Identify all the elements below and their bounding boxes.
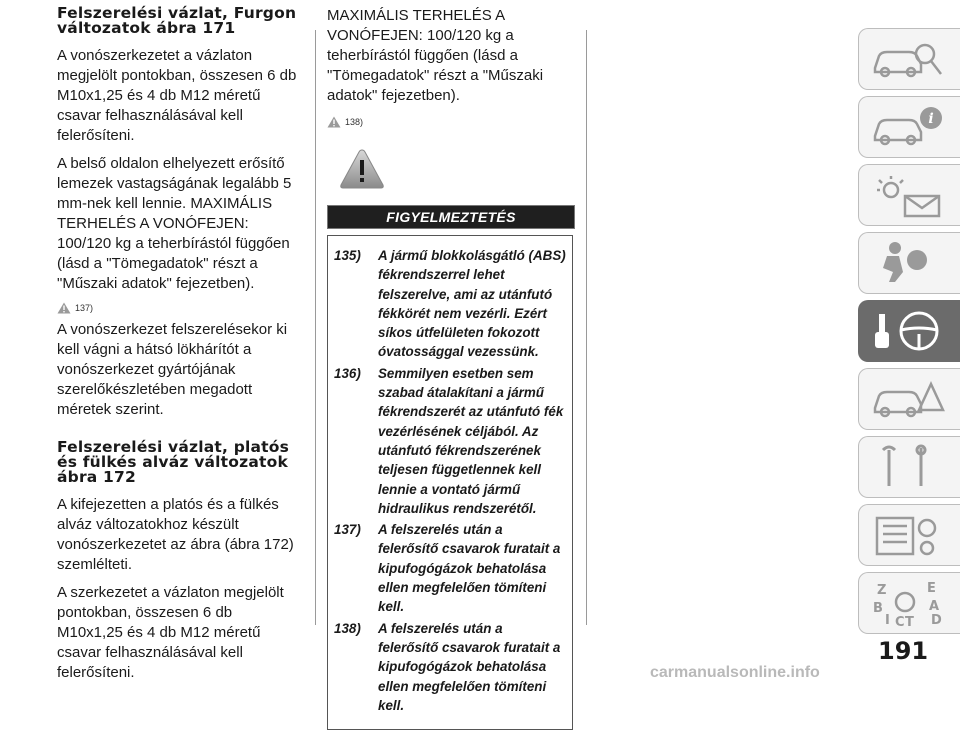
tab-maintenance[interactable]: [858, 436, 960, 498]
column-divider: [586, 30, 587, 625]
svg-text:Z: Z: [877, 583, 887, 598]
warning-number: 138): [334, 620, 361, 636]
warning-number: 135): [334, 248, 361, 263]
warning-text: A jármű blokkolásgátló (ABS) fékrendszerrel lehet felszerelve, ami az utánfutó fékkörét nem vezérli. Ezért síkos útfelületen fokozott óvatossággal vezessünk.: [378, 248, 566, 360]
warning-triangle-icon: [339, 148, 385, 190]
chapter-tabs: [858, 28, 960, 640]
paragraph: A vonószerkezet felszerelésekor ki kell vágni a hátsó lökhárítót a vonószerkezet gyártójának szerelőkészletében megadott méretek szerint.: [57, 321, 288, 418]
warning-item: [334, 246, 566, 362]
tab-alphabetical-index[interactable]: [858, 572, 960, 634]
tab-airbag-safety[interactable]: [858, 232, 960, 294]
svg-text:A: A: [929, 599, 940, 614]
warning-text: Semmilyen esetben sem szabad átalakítani a jármű fékrendszerét az utánfutó fék vezérlésének céljából. Az utánfutó fékrendszerének teljesen függetlennek kell lennie a vontató jármű hidraulikus rendszerétől.: [378, 365, 564, 516]
paragraph: A vonószerkezetet a vázlaton megjelölt pontokban, összesen 6 db M10x1,25 és 4 db M12 méretű csavar felhasználásával kell felerősíteni.: [57, 47, 297, 144]
tab-car-emergency[interactable]: [858, 368, 960, 430]
svg-text:D: D: [931, 613, 942, 628]
airbag-safety-icon: [869, 238, 949, 288]
column-divider: [315, 30, 316, 625]
section-heading-172: Felszerelési vázlat, platós és fülkés alváz változatok ábra 172: [57, 438, 290, 486]
tab-car-search[interactable]: [858, 28, 960, 90]
svg-text:B: B: [873, 601, 883, 616]
svg-text:C: C: [895, 615, 905, 628]
section-heading-171: Felszerelési vázlat, Furgon változatok ábra 171: [57, 4, 297, 37]
warning-number: 137): [334, 522, 361, 538]
alphabetical-index-icon: [869, 578, 949, 628]
warning-item: [334, 520, 566, 616]
warning-text: A felszerelés után a felerősítő csavarok furatait a kipufogógázok behatolása ellen megfelelően tömíteni kell.: [378, 522, 561, 615]
car-search-icon: [869, 34, 949, 84]
warning-lights-icon: [869, 170, 949, 220]
tab-car-info[interactable]: [858, 96, 960, 158]
reference-number: 137): [75, 303, 94, 313]
warning-reference: [57, 302, 302, 314]
tab-warning-lights[interactable]: [858, 164, 960, 226]
warning-item: [334, 619, 566, 715]
warning-number: 136): [334, 365, 361, 381]
warning-title: FIGYELMEZTETÉS: [386, 209, 516, 225]
car-info-icon: [869, 102, 949, 152]
paragraph: A szerkezetet a vázlaton megjelölt pontokban, összesen 6 db M10x1,25 és 4 db M12 méretű csavar felhasználásával kell felerősíteni.: [57, 584, 284, 681]
paragraph: A belső oldalon elhelyezett erősítő lemezek vastagságának legalább 5 mm-nek kell lennie. MAXIMÁLIS TERHELÉS A VONÓFEJEN: 100/120 kg a teherbírástól függően (lásd a "Tömegadatok" részt a "Műszaki adatok" fejezetben).: [57, 155, 292, 292]
page-number: 191: [878, 637, 929, 665]
svg-text:I: I: [885, 613, 890, 628]
reference-number: 138): [345, 117, 364, 127]
maintenance-tools-icon: [869, 442, 949, 492]
warning-reference: [327, 116, 577, 128]
paragraph: MAXIMÁLIS TERHELÉS A VONÓFEJEN: 100/120 kg a teherbírástól függően (lásd a "Tömegadatok" részt a "Műszaki adatok" fejezetben).: [327, 7, 544, 104]
middle-column: [327, 6, 577, 730]
warning-header: [327, 205, 575, 229]
warning-triangle-icon: [57, 302, 71, 314]
warning-item: [334, 364, 566, 518]
technical-data-icon: [869, 510, 949, 560]
warning-box: [327, 235, 573, 730]
svg-text:i: i: [928, 111, 934, 127]
watermark: carmanualsonline.info: [650, 664, 820, 681]
paragraph: A kifejezetten a platós és a fülkés alváz változatokhoz készült vonószerkezetet az ábra (ábra 172) szemlélteti.: [57, 496, 294, 573]
tab-technical-data[interactable]: [858, 504, 960, 566]
warning-text: A felszerelés után a felerősítő csavarok furatait a kipufogógázok behatolása ellen megfelelően tömíteni kell.: [378, 620, 561, 713]
left-column: [57, 6, 302, 691]
svg-text:T: T: [905, 615, 914, 628]
svg-text:E: E: [927, 581, 936, 596]
car-emergency-icon: [869, 374, 949, 424]
warning-triangle-icon: [327, 116, 341, 128]
tab-steering-key[interactable]: [858, 300, 960, 362]
steering-key-icon: [869, 306, 949, 356]
